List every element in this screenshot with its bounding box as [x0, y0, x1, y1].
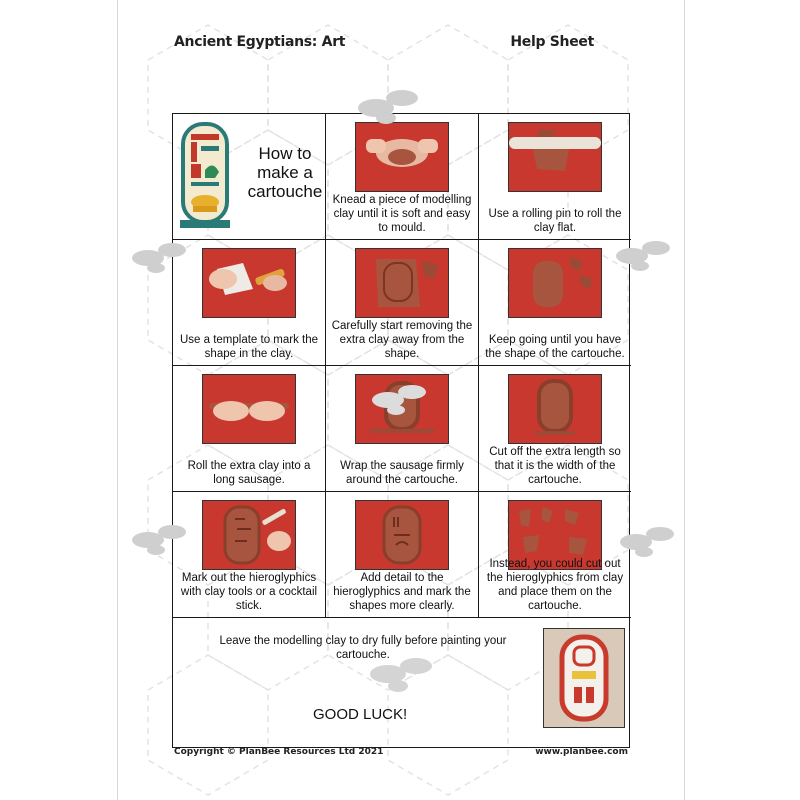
step-cell	[479, 492, 631, 618]
step-caption: Keep going until you have the shape of the cartouche.	[485, 334, 625, 360]
step-cell	[326, 240, 479, 366]
website-link[interactable]: www.planbee.com	[535, 747, 628, 757]
step-caption: Instead, you could cut out the hieroglyphics from clay and place them on the cartouche.	[486, 558, 624, 612]
fly-watermark-icon	[126, 520, 196, 564]
sheet-type-label: Help Sheet	[510, 34, 594, 50]
step-caption: Use a rolling pin to roll the clay flat.	[488, 208, 622, 234]
photo-marking-hieroglyphics	[202, 500, 296, 570]
fly-watermark-icon	[366, 380, 436, 424]
cartouche-illustration-icon	[177, 120, 233, 232]
step-caption: Wrap the sausage firmly around the cartouche.	[340, 460, 464, 486]
step-cell	[479, 366, 631, 492]
photo-removing-clay	[355, 248, 449, 318]
photo-rolling-pin	[508, 122, 602, 192]
fly-watermark-icon	[126, 238, 196, 282]
good-luck-text: GOOD LUCK!	[313, 706, 408, 723]
fly-watermark-icon	[610, 236, 680, 280]
photo-rolling-sausage	[202, 374, 296, 444]
step-cell	[173, 366, 326, 492]
photo-cartouche-shape	[508, 248, 602, 318]
step-caption: Add detail to the hieroglyphics and mark the shapes more clearly.	[333, 572, 471, 612]
fly-watermark-icon	[366, 652, 446, 702]
photo-painted-cartouche	[543, 628, 625, 728]
step-caption: Cut off the extra length so that it is the width of the cartouche.	[489, 446, 621, 486]
step-cell	[479, 240, 631, 366]
step-cell	[326, 492, 479, 618]
photo-detailed-hieroglyphics	[355, 500, 449, 570]
photo-template-marking	[202, 248, 296, 318]
step-caption: Use a template to mark the shape in the clay.	[179, 334, 319, 360]
step-caption: Mark out the hieroglyphics with clay tools or a cocktail stick.	[180, 572, 318, 612]
copyright-notice: Copyright © PlanBee Resources Ltd 2021	[174, 747, 384, 757]
photo-trimmed-border	[508, 374, 602, 444]
drying-instruction: Leave the modelling clay to dry fully before painting your cartouche.	[219, 635, 507, 661]
how-to-heading: How to make a cartouche	[247, 144, 323, 201]
step-caption: Roll the extra clay into a long sausage.	[187, 460, 311, 486]
step-caption: Carefully start removing the extra clay away from the shape.	[331, 320, 473, 360]
step-caption: Knead a piece of modelling clay until it is soft and easy to mould.	[332, 194, 472, 234]
worksheet-title: Ancient Egyptians: Art	[174, 34, 346, 50]
fly-watermark-icon	[614, 522, 684, 566]
fly-watermark-icon	[356, 86, 436, 136]
title-cell	[173, 114, 326, 240]
step-cell	[479, 114, 631, 240]
worksheet-page	[117, 0, 685, 800]
